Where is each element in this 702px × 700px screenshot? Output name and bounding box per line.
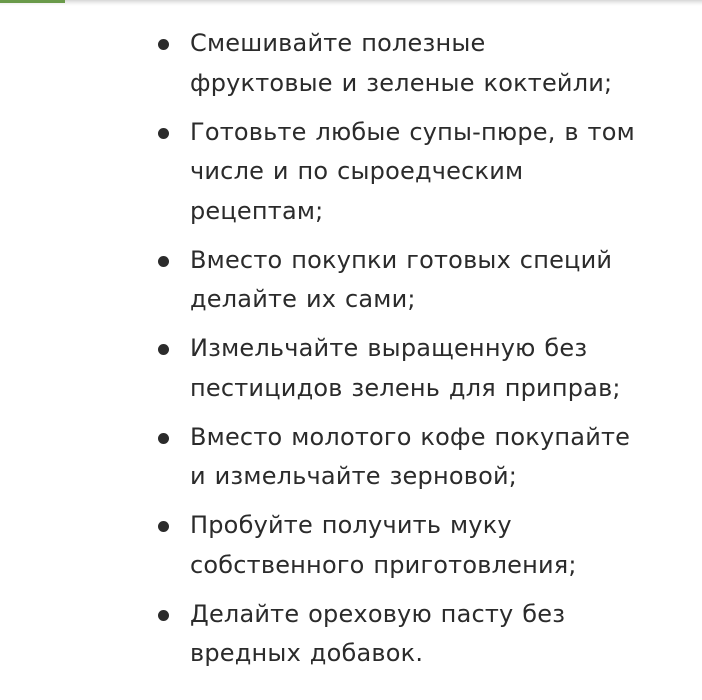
list-item-text-line: Делайте ореховую пасту без <box>190 599 566 628</box>
top-green-accent-bar <box>0 0 65 3</box>
list-item <box>0 595 702 674</box>
list-item-text-line: пестицидов зелень для приправ; <box>190 373 621 402</box>
list-item <box>0 329 702 408</box>
bullet-list <box>0 24 702 683</box>
list-item-text-line: Вместо покупки готовых специй <box>190 245 613 274</box>
list-item <box>0 24 702 103</box>
bullet-dot-icon <box>158 39 169 50</box>
list-item <box>0 113 702 232</box>
list-item-text-line: Измельчайте выращенную без <box>190 334 588 362</box>
list-item-text-line: фруктовые и зеленые коктейли; <box>190 68 613 97</box>
bullet-dot-icon <box>158 256 169 267</box>
bullet-dot-icon <box>158 128 169 139</box>
list-item-text-line: числе и по сыроедческим <box>190 157 524 185</box>
list-item-text-line: вредных добавок. <box>190 639 424 667</box>
list-item-text-line: и измельчайте зерновой; <box>190 462 518 490</box>
list-item <box>0 418 702 497</box>
list-item-text-line: Смешивайте полезные <box>190 29 486 57</box>
list-item <box>0 506 702 585</box>
bullet-dot-icon <box>158 521 169 532</box>
bullet-dot-icon <box>158 344 169 355</box>
list-item-text-line: делайте их сами; <box>190 285 416 313</box>
top-header-shadow <box>0 0 702 6</box>
list-item-text-line: собственного приготовления; <box>190 550 577 579</box>
bullet-dot-icon <box>158 433 169 444</box>
list-item-text-line: рецептам; <box>190 196 324 225</box>
list-item-text-line: Готовьте любые супы-пюре, в том <box>190 117 635 146</box>
list-item-text-line: Пробуйте получить муку <box>190 511 512 539</box>
list-item <box>0 241 702 320</box>
list-item-text-line: Вместо молотого кофе покупайте <box>190 422 631 451</box>
bullet-dot-icon <box>158 610 169 621</box>
